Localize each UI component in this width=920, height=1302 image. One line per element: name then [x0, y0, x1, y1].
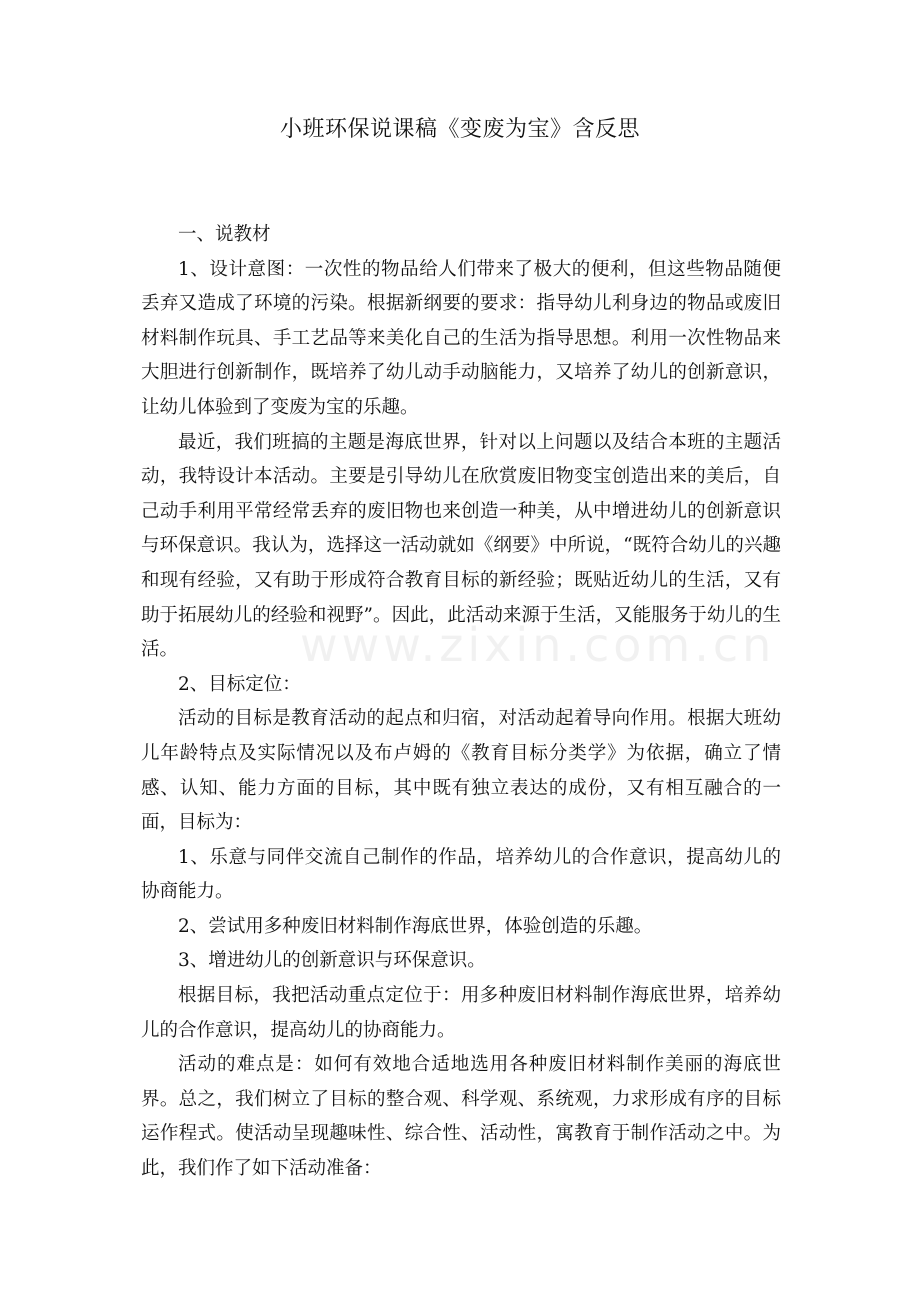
- watermark: www.zixin.com.cn: [300, 618, 776, 672]
- document-title: 小班环保说课稿《变废为宝》含反思: [279, 117, 640, 142]
- goal-item-1: 1、乐意与同伴交流自己制作的作品，培养幼儿的合作意识，提高幼儿的协商能力。: [141, 846, 781, 903]
- section-heading-teaching-material: 一、说教材: [178, 224, 271, 245]
- paragraph-design-intent: 1、设计意图：一次性的物品给人们带来了极大的便利，但这些物品随便丢弃又造成了环境的污染。根据新纲要的要求：指导幼儿利身边的物品或废旧材料制作玩具、手工艺品等来美化自己的生活为指导思想。利用一次性物品来大胆进行创新制作，既培养了幼儿动手动脑能力，又培养了幼儿的创新意识，让幼儿体验到了变废为宝的乐趣。: [141, 258, 781, 418]
- paragraph-difficulty: 活动的难点是：如何有效地合适地选用各种废旧材料制作美丽的海底世界。总之，我们树立了目标的整合观、科学观、系统观，力求形成有序的目标运作程式。使活动呈现趣味性、综合性、活动性，寓教育于制作活动之中。为此，我们作了如下活动准备：: [141, 1054, 781, 1180]
- paragraph-key-point: 根据目标，我把活动重点定位于：用多种废旧材料制作海底世界，培养幼儿的合作意识，提高幼儿的协商能力。: [141, 985, 781, 1041]
- document-body: [141, 218, 781, 1187]
- subheading-goal-positioning: 2、目标定位：: [178, 673, 301, 695]
- goal-item-2: 2、尝试用多种废旧材料制作海底世界，体验创造的乐趣。: [178, 915, 653, 937]
- paragraph-theme: 最近，我们班搞的主题是海底世界，针对以上问题以及结合本班的主题活动，我特设计本活动。主要是引导幼儿在欣赏废旧物变宝创造出来的美后，自己动手利用平常经常丢弃的废旧物也来创造一种美，从中增进幼儿的创新意识与环保意识。我认为，选择这一活动就如《纲要》中所说，“既符合幼儿的兴趣和现有经验，又有助于形成符合教育目标的新经验；既贴近幼儿的生活，又有助于拓展幼儿的经验和视野”。因此，此活动来源于生活，又能服务于幼儿的生活。: [141, 431, 781, 661]
- goal-item-3: 3、增进幼儿的创新意识与环保意识。: [178, 950, 486, 972]
- paragraph-goal-intro: 活动的目标是教育活动的起点和归宿，对活动起着导向作用。根据大班幼儿年龄特点及实际情况以及布卢姆的《教育目标分类学》为依据，确立了情感、认知、能力方面的目标，其中既有独立表达的成份，又有相互融合的一面，目标为：: [141, 708, 781, 834]
